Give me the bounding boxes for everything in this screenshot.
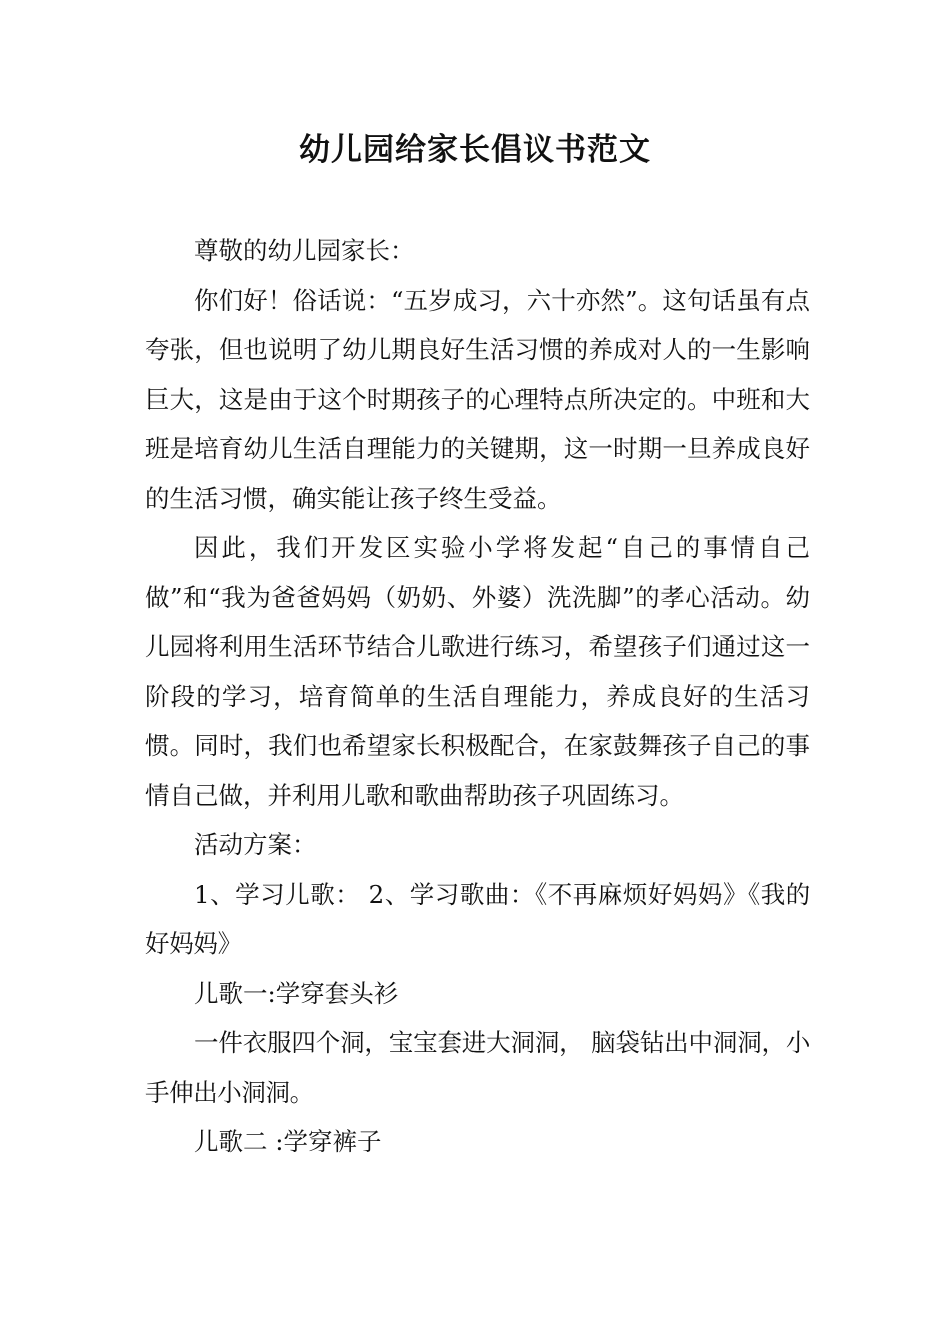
paragraph-greeting: 你们好！俗话说：“五岁成习，六十亦然”。这句话虽有点夸张，但也说明了幼儿期良好生活习惯的养成对人的一生影响巨大，这是由于这个时期孩子的心理特点所决定的。中班和大班是培育幼儿生活自理能力的关键期，这一时期一旦养成良好的生活习惯，确实能让孩子终生受益。	[145, 285, 810, 513]
salutation: 尊敬的幼儿园家长：	[194, 236, 415, 265]
rhyme-1-title: 儿歌一:学穿套头衫	[194, 978, 399, 1008]
rhyme-1-text: 一件衣服四个洞，宝宝套进大洞洞， 脑袋钻出中洞洞，小手伸出小洞洞。	[145, 1028, 810, 1107]
plan-items: 1、学习儿歌： 2、学习歌曲：《不再麻烦好妈妈》《我的好妈妈》	[145, 879, 810, 958]
paragraph-activity: 因此，我们开发区实验小学将发起“自己的事情自己做”和“我为爸爸妈妈（奶奶、外婆）洗洗脚”的孝心活动。幼儿园将利用生活环节结合儿歌进行练习，希望孩子们通过这一阶段的学习，培育简单的生活自理能力，养成良好的生活习惯。同时，我们也希望家长积极配合，在家鼓舞孩子自己的事情自己做，并利用儿歌和歌曲帮助孩子巩固练习。	[145, 533, 810, 810]
rhyme-2-title: 儿歌二 :学穿裤子	[194, 1127, 382, 1156]
document-title: 幼儿园给家长倡议书范文	[299, 132, 651, 168]
document-body	[145, 226, 810, 1167]
plan-heading: 活动方案：	[194, 830, 317, 859]
